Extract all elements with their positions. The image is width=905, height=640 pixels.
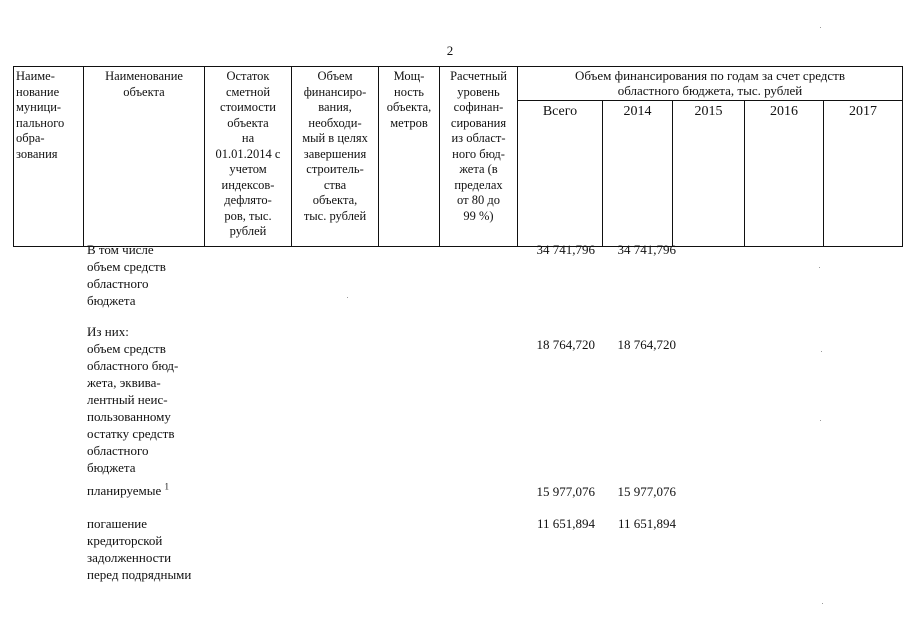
scan-speck bbox=[822, 603, 823, 604]
col-header-funding-by-years: Объем финансирования по годам за счет средств областного бюджета, тыс. рублей bbox=[518, 67, 903, 101]
scan-speck bbox=[819, 267, 820, 268]
col-header-municipality: Наиме- нование муници- пального обра- зования bbox=[14, 67, 84, 247]
col-header-2016: 2016 bbox=[745, 101, 824, 247]
row-label-contractor-debt: погашение кредиторской задолженности перед подрядными bbox=[87, 516, 192, 582]
scan-speck bbox=[821, 351, 822, 352]
scan-speck bbox=[820, 420, 821, 421]
row-2014-value: 11 651,894 bbox=[617, 516, 676, 531]
row-label-unused-balance: Из них: объем средств областного бюд- жета, эквива- лентный неис- пользованному остатку средств областного бюджета bbox=[87, 324, 179, 475]
col-header-2014: 2014 bbox=[603, 101, 673, 247]
row-2014-value: 34 741,796 bbox=[617, 242, 676, 257]
col-header-capacity: Мощ- ность объекта, метров bbox=[379, 67, 440, 247]
col-header-2017: 2017 bbox=[824, 101, 903, 247]
row-total-value: 18 764,720 bbox=[536, 337, 595, 352]
col-header-remaining-cost: Остаток сметной стоимости объекта на 01.01.2014 с учетом индексов- дефлято- ров, тыс. рублей bbox=[205, 67, 292, 247]
row-2014-value: 15 977,076 bbox=[617, 484, 676, 499]
row-total-value: 11 651,894 bbox=[536, 516, 595, 531]
col-header-2015: 2015 bbox=[673, 101, 745, 247]
footnote-marker: 1 bbox=[164, 481, 170, 492]
row-total-value: 34 741,796 bbox=[536, 242, 595, 257]
row-2014-value: 18 764,720 bbox=[617, 337, 676, 352]
row-label-regional-budget: В том числе объем средств областного бюджета bbox=[87, 242, 166, 308]
row-total-value: 15 977,076 bbox=[536, 484, 595, 499]
row-label-planned: планируемые $^1$ bbox=[87, 481, 170, 498]
col-header-funding-needed: Объем финансиро- вания, необходи- мый в целях завершения строитель- ства объекта, тыс. рублей bbox=[292, 67, 379, 247]
col-header-cofinancing-level: Расчетный уровень софинан- сирования из област- ного бюд- жета (в пределах от 80 до 99 %) bbox=[440, 67, 518, 247]
col-header-object-name: Наименование объекта bbox=[84, 67, 205, 247]
page-number: 2 bbox=[446, 43, 454, 58]
col-header-total: Всего bbox=[518, 101, 603, 247]
scan-speck bbox=[347, 297, 348, 298]
scan-speck bbox=[820, 27, 821, 28]
